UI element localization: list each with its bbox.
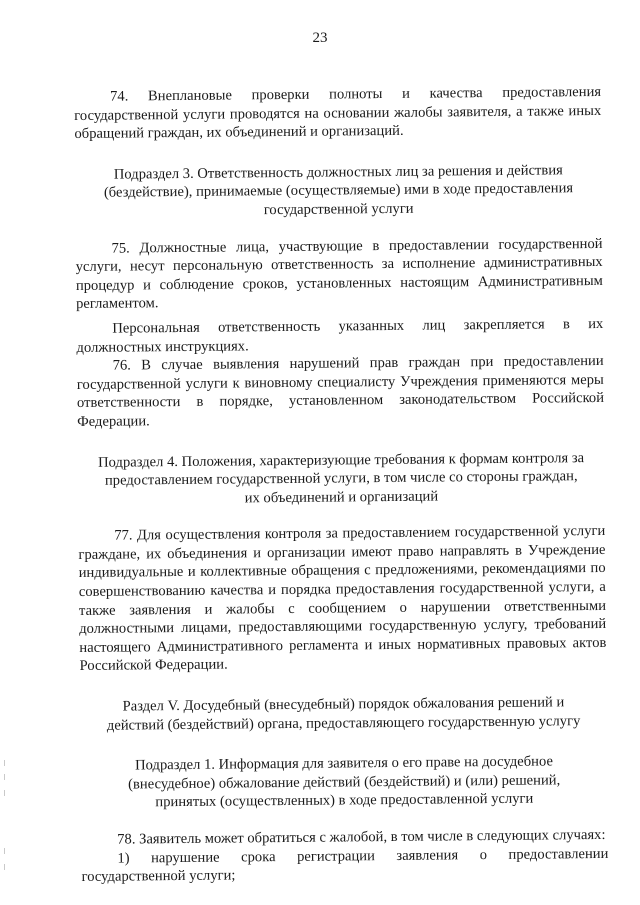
scan-margin-marks <box>4 760 8 880</box>
paragraph-78-item-1: 1) нарушение срока регистрации заявления о предоставлении государственной услуги; <box>81 845 609 886</box>
paragraph-74: 74. Внеплановые проверки полноты и качества предоставления государственной услуги проводятся на основании жалобы заявителя, а также иных обращений граждан, их объединений и организаций. <box>74 83 602 143</box>
paragraph-78: 78. Заявитель может обратиться с жалобой, в том числе в следующих случаях: <box>117 826 606 848</box>
paragraph-75: 75. Должностные лица, участвующие в предоставлении государственной услуги, несут персональную ответственность за исполнение административных процедур и соблюдение сроков, установленных настоящим Административным регламентом. <box>75 235 603 313</box>
paragraph-77: 77. Для осуществления контроля за предоставлением государственной услуги граждане, их объединения и организации имеют право направлять в Учреждение индивидуальные и коллективные обращения с предложениями, рекомендациями по совершенствованию качества и порядка предоставления государственной услуги, а также заявления и жалобы с сообщением о нарушении ответственными должностными лицами, предоставляющими государственную услугу, требований настоящего Административного регламента и иных нормативных правовых актов Российской Федерации. <box>78 523 607 675</box>
paragraph-76: 76. В случае выявления нарушений прав граждан при предоставлении государственной услуги к виновному специалисту Учреждения применяются меры ответственности в порядке, установленном законодательством Российской Федерации. <box>76 353 605 430</box>
heading-subsection-3: Подраздел 3. Ответственность должностных лиц за решения и действия (бездействие), принимаемые (осуществляемые) ими в ходе предоставления государственной услуги <box>103 162 574 219</box>
paragraph-75-personal-responsibility: Персональная ответственность указанных лиц закрепляется в их должностных инструкциях. <box>76 315 604 356</box>
document-body <box>74 83 609 887</box>
page-number: 23 <box>312 30 328 46</box>
heading-section-5: Раздел V. Досудебный (внесудебный) порядок обжалования решений и действий (бездействий) органа, предоставляющего государственную услугу <box>106 694 581 734</box>
heading-subsection-1: Подраздел 1. Информация для заявителя о его праве на досудебное (внесудебное) обжалование действий (бездействий) и (или) решений, принятых (осуществленных) в ходе предоставленной услуги <box>128 753 561 811</box>
heading-subsection-4: Подраздел 4. Положения, характеризующие требования к формам контроля за предоставлением государственной услуги, в том числе со стороны граждан, их объединений и организаций <box>98 449 585 507</box>
